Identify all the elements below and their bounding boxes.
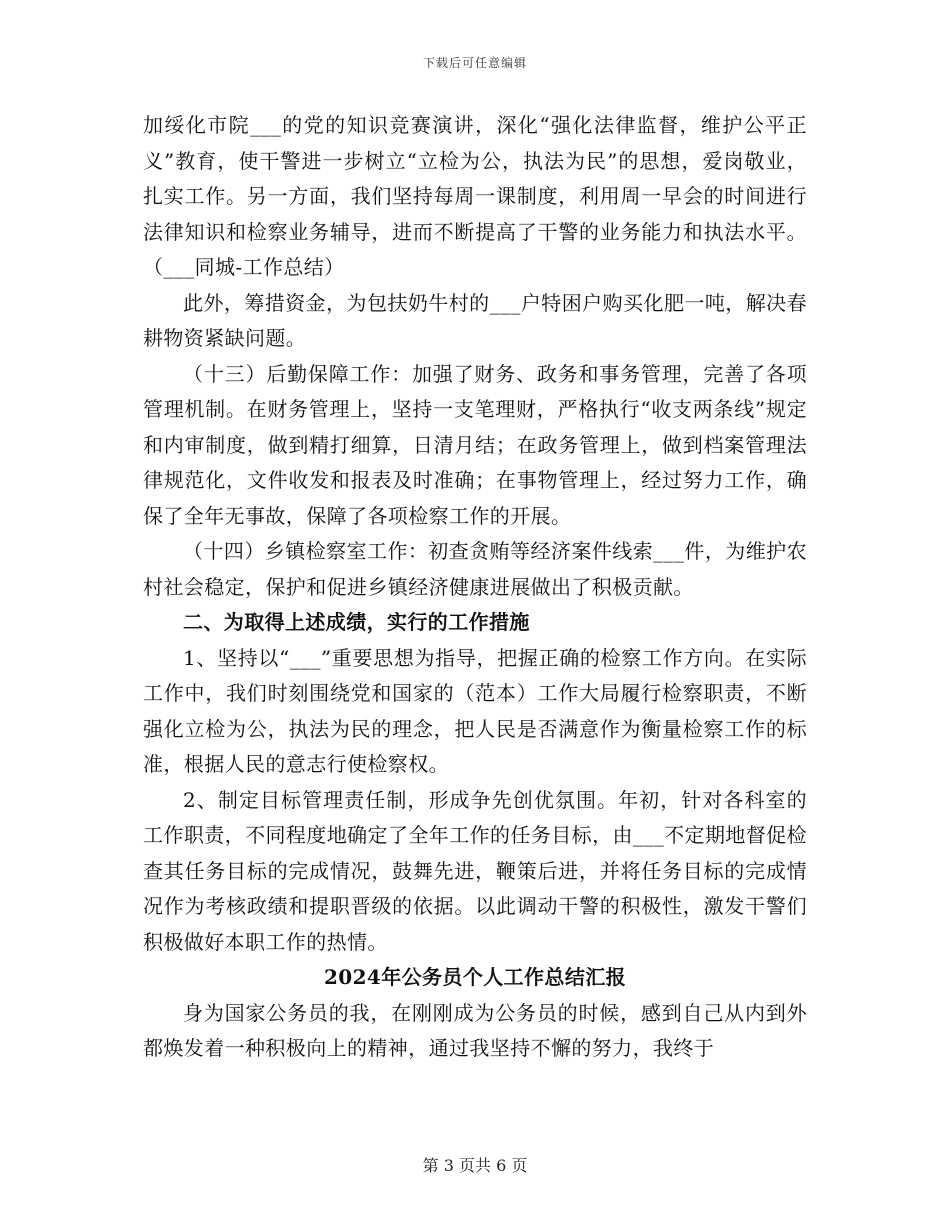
section-heading: 二、为取得上述成绩，实行的工作措施 [183, 610, 530, 634]
paragraph-funding: 此外，筹措资金，为包扶奶牛村的___户特困户购买化肥一吨，解决春耕物资紧缺问题。 [143, 290, 807, 350]
paragraph-township-office: （十四）乡镇检察室工作：初查贪贿等经济案件线索___件，为维护农村社会稳定，保护和促进乡镇经济健康进展做出了积极贡献。 [143, 539, 807, 599]
paragraph-logistics: （十三）后勤保障工作：加强了财务、政务和事务管理，完善了各项管理机制。在财务管理上，坚持一支笔理财，严格执行“收支两条线”规定和内审制度，做到精打细算，日清月结；在政务管理上，做到档案管理法律规范化，文件收发和报表及时准确；在事物管理上，经过努力工作，确保了全年无事故，保障了各项检察工作的开展。 [143, 361, 807, 528]
paragraph-intro: 身为国家公务员的我，在刚刚成为公务员的时候，感到自己从内到外都焕发着一种积极向上的精神，通过我坚持不懈的努力，我终于 [143, 1000, 807, 1060]
document-body [143, 108, 807, 1067]
page-header-note: 下载后可任意编辑 [422, 56, 527, 70]
paragraph-continuation: 加绥化市院___的党的知识竞赛演讲，深化“强化法律监督，维护公平正义”教育，使干警进一步树立“立检为公，执法为民”的思想，爱岗敬业，扎实工作。另一方面，我们坚持每周一课制度，利用周一早会的时间进行法律知识和检察业务辅导，进而不断提高了干警的业务能力和执法水平。（___同城-工作总结） [143, 113, 807, 279]
paragraph-measure-2: 2、制定目标管理责任制，形成争先创优氛围。年初，针对各科室的工作职责，不同程度地确定了全年工作的任务目标，由___不定期地督促检查其任务目标的完成情况，鼓舞先进，鞭策后进，并将任务目标的完成情况作为考核政绩和提职晋级的依据。以此调动干警的积极性，激发干警们积极做好本职工作的热情。 [143, 787, 807, 954]
document-title: 2024年公务员个人工作总结汇报 [323, 965, 627, 989]
paragraph-measure-1: 1、坚持以“___”重要思想为指导，把握正确的检察工作方向。在实际工作中，我们时刻围绕党和国家的（范本）工作大局履行检察职责，不断强化立检为公，执法为民的理念，把人民是否满意作为衡量检察工作的标准，根据人民的意志行使检察权。 [143, 645, 807, 776]
page-number: 第 3 页共 6 页 [422, 1156, 528, 1175]
